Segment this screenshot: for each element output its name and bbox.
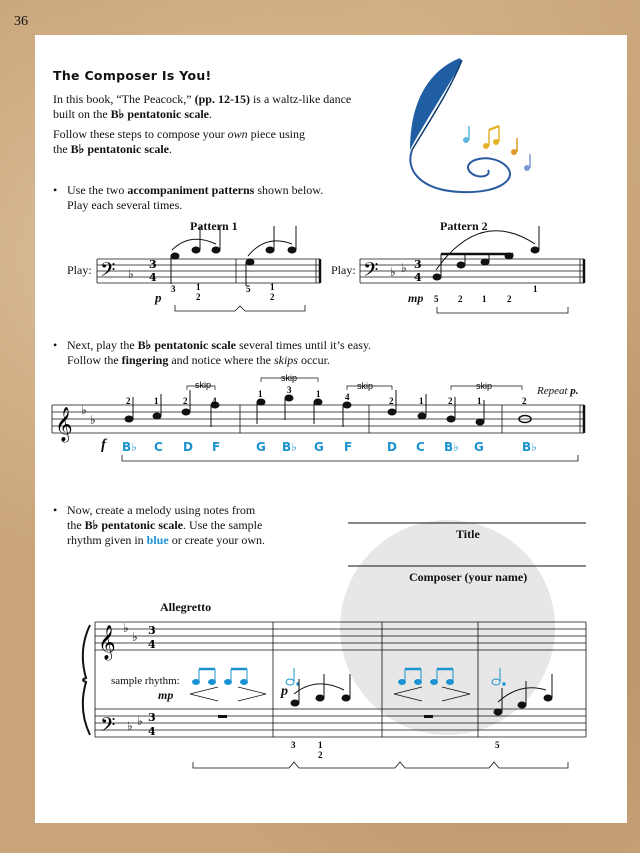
flat-sign: ♭ [137,714,143,728]
bullet: • [53,183,58,197]
pedal-bracket [175,305,305,311]
sample-rhythm-m4 [492,668,505,685]
follow-text-2: piece using [247,127,305,141]
pattern1-fingering [171,282,275,302]
step3-blue: blue [146,533,169,547]
finger-number: 3 [291,740,296,750]
follow-period: . [169,142,172,156]
finger-number: 1 [533,284,538,294]
finger-number: 4 [212,396,217,406]
step3-scale: B♭ pentatonic scale [84,518,183,532]
bullet: • [53,503,58,517]
time-signature: 3 [148,711,156,724]
note-name: B♭ [522,440,537,454]
note-name: G [314,440,324,454]
time-signature: 4 [149,271,157,284]
step1-accompaniment: accompaniment patterns [127,183,255,197]
finger-number: 2 [507,294,512,304]
flat-sign: ♭ [127,719,133,733]
step2-text-f: occur. [297,353,330,367]
step2-fingering: fingering [121,353,169,367]
flat-sign: ♭ [128,267,134,281]
finger-number: 3 [287,385,292,395]
composition-fingering [291,740,500,760]
note-name: C [416,440,425,454]
scale-fingering [126,385,527,406]
pattern1-title: Pattern 1 [190,219,238,233]
step1-text-2: Play each several times. [67,198,183,212]
finger-number: 2 [448,396,453,406]
composer-label: Composer (your name) [409,570,528,584]
finger-number: 2 [196,292,201,302]
step1-text-a: Use the two [67,183,128,197]
finger-number: 1 [477,396,482,406]
scale-dynamic: f [101,437,106,453]
bullet: • [53,338,58,352]
step3-text-d: rhythm given in [67,533,147,547]
step3-text-c: . Use the sample [183,518,263,532]
time-signature: 4 [148,638,156,651]
note-name: B♭ [282,440,297,454]
note-name: F [344,440,353,454]
pattern2-notes [433,226,539,280]
skip-label: skip [195,380,212,390]
finger-number: 5 [246,284,251,294]
sample-rhythm-m1 [193,669,248,685]
finger-number: 1 [419,396,424,406]
skip-label: skip [281,373,298,383]
finger-number: 2 [522,396,527,406]
skip-label: skip [476,381,493,391]
tempo-marking: Allegretto [160,600,212,614]
finger-number: 2 [270,292,275,302]
treble-clef-icon: 𝄞 [98,625,116,660]
finger-number: 1 [258,389,263,399]
composition-dynamic-p: p [281,684,288,699]
note-name: B♭ [444,440,459,454]
flat-sign: ♭ [90,413,96,427]
step2-text-e: and notice where the [168,353,274,367]
finger-number: 1 [154,396,159,406]
follow-text-3: the [53,142,71,156]
time-signature: 4 [148,725,156,738]
flat-sign: ♭ [390,265,396,279]
finger-number: 4 [345,392,350,402]
note-name: C [154,440,163,454]
finger-number: 2 [458,294,463,304]
note-name: F [212,440,221,454]
pedal-bracket [437,307,568,313]
pattern1-dynamic: p [155,290,162,305]
pattern2-title: Pattern 2 [440,219,488,233]
repeat-dynamic: p. [570,385,579,397]
intro-pages: (pp. 12-15) [194,92,250,106]
finger-number: 2 [126,396,131,406]
bass-clef-icon: 𝄢 [363,258,379,286]
intro-text-2: is a waltz-like dance [249,92,352,106]
pattern2-dynamic: mp [408,291,424,305]
step3-text-e: or create your own. [168,533,265,547]
finger-number: 5 [434,294,439,304]
finger-number: 2 [183,396,188,406]
finger-number: 5 [495,740,500,750]
skip-label: skip [357,381,374,391]
sample-rhythm-label: sample rhythm: [111,675,180,687]
pattern2-fingering [434,284,538,304]
bass-clef-icon: 𝄢 [100,258,116,286]
step2-scale: B♭ pentatonic scale [137,338,236,352]
finger-number: 2 [389,396,394,406]
composition-grand-staff [95,622,586,737]
step2-skips: skips [273,353,298,367]
pedal-bracket [122,455,578,461]
follow-scale: B♭ pentatonic scale [70,142,169,156]
time-signature: 3 [148,624,156,637]
intro-text: In this book, “The Peacock,” [53,92,195,106]
title-label: Title [456,527,480,541]
bass-rests [218,715,433,718]
note-name: D [183,440,193,454]
step2-text-d: Follow the [67,353,122,367]
flat-sign: ♭ [81,403,87,417]
note-name: G [256,440,266,454]
time-signature: 4 [414,271,422,284]
note-name: B♭ [122,440,137,454]
finger-number: 1 [196,282,201,292]
step2-text-c: several times until it’s easy. [235,338,372,352]
pattern1-play-label: Play: [67,263,92,277]
intro-period: . [209,107,212,121]
intro-text-3: built on the [53,107,111,121]
music-notes-icon [463,126,530,171]
note-name: D [387,440,397,454]
finger-number: 1 [270,282,275,292]
finger-number: 3 [171,284,176,294]
composition-dynamic-mp: mp [158,688,174,702]
step2-text-a: Next, play the [67,338,138,352]
repeat-text: Repeat [537,385,568,397]
follow-text: Follow these steps to compose your [53,127,228,141]
time-signature: 3 [149,258,157,271]
step3-text-b: the [67,518,85,532]
section-heading: The Composer Is You! [53,68,212,83]
finger-number: 1 [482,294,487,304]
time-signature: 3 [414,258,422,271]
sample-rhythm-m3 [399,669,454,685]
flat-sign: ♭ [132,630,138,644]
skip-markers [187,373,522,391]
finger-number: 2 [318,750,323,760]
pedal-bracket [193,762,568,768]
treble-clef-icon: 𝄞 [55,407,73,442]
crescendo-hairpins [190,687,470,701]
sample-rhythm-m2 [286,668,299,685]
note-name: G [474,440,484,454]
bass-clef-icon: 𝄢 [100,713,116,741]
quill-pen-icon [410,58,510,192]
finger-number: 1 [318,740,323,750]
follow-own: own [227,127,248,141]
pattern2-play-label: Play: [331,263,356,277]
finger-number: 1 [316,389,321,399]
flat-sign: ♭ [401,261,407,275]
page-number: 36 [14,14,28,29]
flat-sign: ♭ [123,621,129,635]
step1-text-c: shown below. [254,183,324,197]
brace-icon [83,625,90,735]
step3-text-a: Now, create a melody using notes from [67,503,256,517]
intro-scale: B♭ pentatonic scale [110,107,209,121]
